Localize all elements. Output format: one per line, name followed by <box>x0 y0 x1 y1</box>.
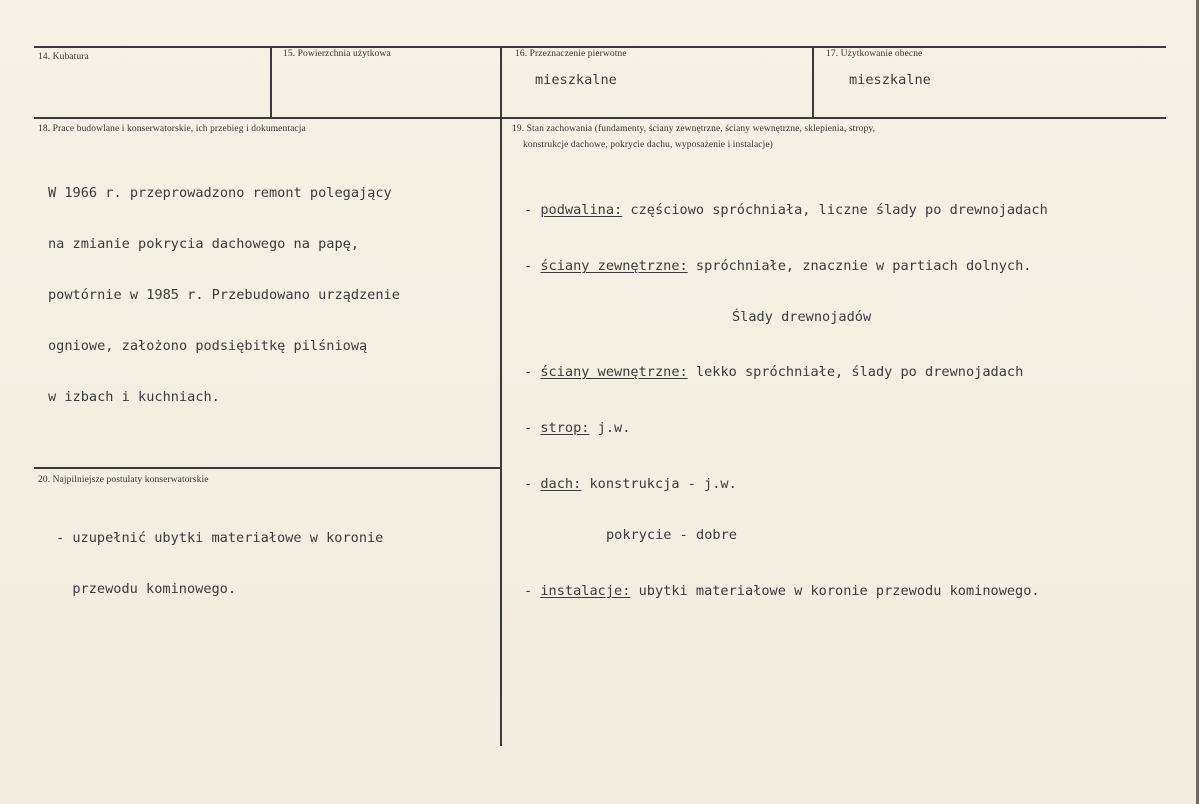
field-20-text <box>56 496 383 632</box>
condition-text: j.w. <box>589 420 631 436</box>
field-18-line: na zmianie pokrycia dachowego na papę, <box>48 236 359 252</box>
divider-15-16 <box>500 46 502 746</box>
field-19-label-cont: konstrukcje dachowe, pokrycie dachu, wyposażenie i instalacje) <box>523 140 773 150</box>
condition-key: ściany wewnętrzne: <box>540 364 688 380</box>
field-15-label: 15. Powierzchnia użytkowa <box>283 49 391 59</box>
field-16-label: 16. Przeznaczenie pierwotne <box>515 49 627 59</box>
condition-item-sciany-wewnetrzne: - ściany wewnętrzne: lekko spróchniałe, ślady po drewnojadach <box>524 364 1024 380</box>
condition-text: ubytki materiałowe w koronie przewodu kominowego. <box>630 583 1040 599</box>
condition-item-strop: - strop: j.w. <box>524 420 631 436</box>
condition-text: spróchniałe, znacznie w partiach dolnych. <box>687 258 1032 274</box>
condition-item-instalacje: - instalacje: ubytki materiałowe w koronie przewodu kominowego. <box>524 583 1040 599</box>
field-18-label: 18. Prace budowlane i konserwatorskie, ich przebieg i dokumentacja <box>38 124 306 134</box>
condition-key: ściany zewnętrzne: <box>540 258 688 274</box>
field-18-text <box>48 151 400 440</box>
field-14-label: 14. Kubatura <box>38 52 89 62</box>
condition-text: częściowo spróchniała, liczne ślady po drewnojadach <box>622 202 1048 218</box>
condition-key: strop: <box>540 420 590 436</box>
field-18-line: W 1966 r. przeprowadzono remont polegający <box>48 185 392 201</box>
field-20-label: 20. Najpilniejsze postulaty konserwatorskie <box>38 475 209 485</box>
field-20-line: - uzupełnić ubytki materiałowe w koronie <box>56 530 384 546</box>
condition-list <box>524 168 1048 639</box>
divider-14-15 <box>270 46 272 118</box>
field-18-line: powtórnie w 1985 r. Przebudowano urządzenie <box>48 287 400 303</box>
condition-item-cont: Ślady drewnojadów <box>732 309 872 325</box>
field-17-label: 17. Użytkowanie obecne <box>826 49 923 59</box>
condition-text: konstrukcja - j.w. <box>581 476 737 492</box>
field-18-line: ogniowe, założono podsiębitkę pilśniową <box>48 338 368 354</box>
condition-item-cont: pokrycie - dobre <box>606 527 737 543</box>
field-17-value: mieszkalne <box>849 72 931 88</box>
field-20-line: przewodu kominowego. <box>56 581 237 597</box>
field-18-line: w izbach i kuchniach. <box>48 389 220 405</box>
divider-16-17 <box>812 46 814 118</box>
field20-rule <box>34 467 501 469</box>
condition-item-sciany-zewnetrzne: - ściany zewnętrzne: spróchniałe, znacznie w partiach dolnych. <box>524 258 1032 274</box>
top-rule <box>34 46 1166 48</box>
condition-key: podwalina: <box>540 202 623 218</box>
condition-item-podwalina: - podwalina: częściowo spróchniała, liczne ślady po drewnojadach <box>524 202 1048 218</box>
condition-item-dach: - dach: konstrukcja - j.w. <box>524 476 737 492</box>
field-16-value: mieszkalne <box>535 72 617 88</box>
condition-key: instalacje: <box>540 583 631 599</box>
field-19-label: 19. Stan zachowania (fundamenty, ściany zewnętrzne, ściany wewnętrzne, sklepienia, stropy, <box>512 124 876 134</box>
condition-key: dach: <box>540 476 582 492</box>
row2-rule <box>34 117 1166 119</box>
condition-text: lekko spróchniałe, ślady po drewnojadach <box>687 364 1024 380</box>
